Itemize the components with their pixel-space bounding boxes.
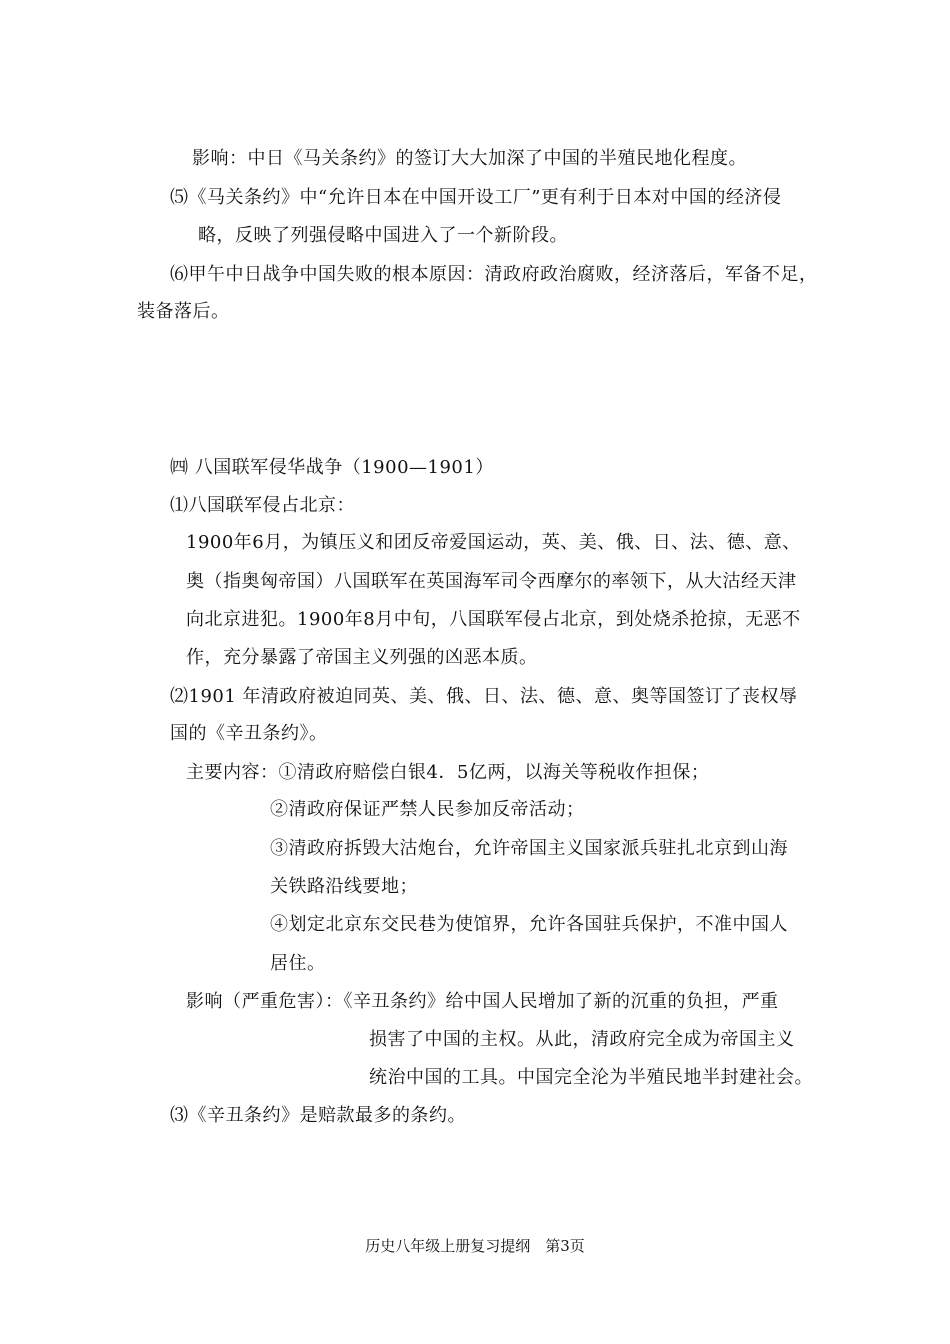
text-line: 国的《辛丑条约》。 [170,723,328,744]
section-heading: ㈣ 八国联军侵华战争（1900—1901） [170,457,494,478]
text-line: 作，充分暴露了帝国主义列强的凶恶本质。 [186,647,538,668]
text-line: ②清政府保证严禁人民参加反帝活动； [270,799,585,820]
text-line: 1900年6月，为镇压义和团反帝爱国运动，英、美、俄、日、法、德、意、 [186,532,801,553]
text-line: 统治中国的工具。中国完全沦为半殖民地半封建社会。 [369,1067,813,1088]
text-line: ⑸《马关条约》中“允许日本在中国开设工厂”更有利于日本对中国的经济侵 [170,187,782,208]
text-line: ⑶《辛丑条约》是赔款最多的条约。 [170,1105,466,1126]
text-line: 关铁路沿线要地； [270,876,418,897]
text-line: ③清政府拆毁大沽炮台，允许帝国主义国家派兵驻扎北京到山海 [270,838,788,859]
text-line: 居住。 [270,953,326,974]
text-line: 装备落后。 [137,301,230,322]
text-line: 略，反映了列强侵略中国进入了一个新阶段。 [198,225,568,246]
text-line: ④划定北京东交民巷为使馆界，允许各国驻兵保护，不准中国人 [270,914,788,935]
text-line: 影响（严重危害）：《辛丑条约》给中国人民增加了新的沉重的负担，严重 [186,991,779,1012]
text-line: ⑵1901 年清政府被迫同英、美、俄、日、法、德、意、奥等国签订了丧权辱 [170,686,798,707]
text-line: 影响：中日《马关条约》的签订大大加深了中国的半殖民地化程度。 [192,148,747,169]
page-footer: 历史八年级上册复习提纲 第3页 [365,1237,585,1255]
text-line: 损害了中国的主权。从此，清政府完全成为帝国主义 [369,1029,795,1050]
text-line: 主要内容：①清政府赔偿白银4．5亿两，以海关等税收作担保； [186,762,710,783]
subheading: ⑴八国联军侵占北京： [170,495,355,516]
text-line: 向北京进犯。1900年8月中旬，八国联军侵占北京，到处烧杀抢掠，无恶不 [186,609,801,630]
text-line: 奥（指奥匈帝国）八国联军在英国海军司令西摩尔的率领下，从大沽经天津 [186,571,797,592]
text-line: ⑹甲午中日战争中国失败的根本原因：清政府政治腐败，经济落后，军备不足， [170,264,818,285]
